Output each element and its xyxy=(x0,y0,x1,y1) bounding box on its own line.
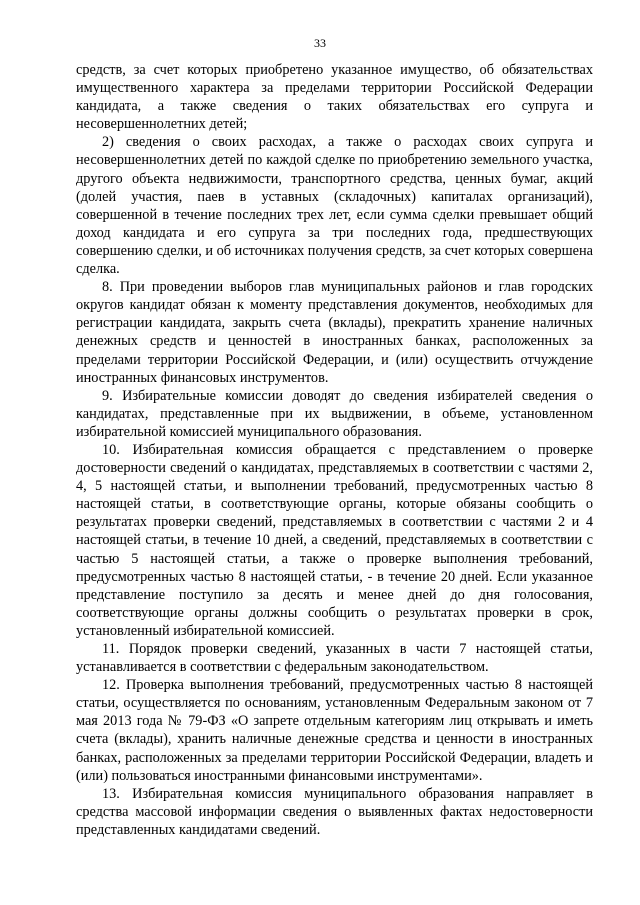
paragraph-10: 10. Избирательная комиссия обращается с представлением о проверке достоверности сведений о кандидатах, представляемых в соответствии с частями 2, 4, 5 настоящей статьи, и выполнении требований, предусмотренных частью 8 настоящей статьи, в соответствующие органы, которые обязаны сообщить о результатах проверки сведений, представляемых в соответствии с частями 2 и 4 настоящей статьи, в течение 10 дней, а сведений, представляемых в соответствии с частью 5 настоящей статьи, а также о проверке выполнения требований, предусмотренных частью 8 настоящей статьи, - в течение 20 дней. Если указанное представление поступило за десять и менее дней до дня голосования, соответствующие органы должны сообщить о результатах проверки в срок, установленный избирательной комиссией. xyxy=(76,441,593,639)
paragraph-item-2: 2) сведения о своих расходах, а также о расходах своих супруга и несовершеннолетних детей по каждой сделке по приобретению земельного участка, другого объекта недвижимости, транспортного средства, ценных бумаг, акций (долей участия, паев в уставных (складочных) капиталах организаций), совершенной в течение последних трех лет, если сумма сделки превышает общий доход кандидата и его супруга за три последних года, предшествующих совершению сделки, и об источниках получения средств, за счет которых совершена сделка. xyxy=(76,134,593,278)
paragraph-9: 9. Избирательные комиссии доводят до сведения избирателей сведения о кандидатах, представленные при их выдвижении, в объеме, установленном избирательной комиссией муниципального образования. xyxy=(76,387,593,440)
paragraph-8: 8. При проведении выборов глав муниципальных районов и глав городских округов кандидат обязан к моменту представления документов, необходимых для регистрации кандидата, закрыть счета (вклады), прекратить хранение наличных денежных средств и ценностей в иностранных банках, расположенных за пределами территории Российской Федерации, и (или) осуществить отчуждение иностранных финансовых инструментов. xyxy=(76,279,593,386)
paragraph-11: 11. Порядок проверки сведений, указанных в части 7 настоящей статьи, устанавливается в соответствии с федеральным законодательством. xyxy=(76,641,593,676)
paragraph-13: 13. Избирательная комиссия муниципального образования направляет в средства массовой информации сведения о выявленных фактах недостоверности представленных кандидатами сведений. xyxy=(76,785,593,838)
paragraph-continuation: средств, за счет которых приобретено указанное имущество, об обязательствах имущественного характера за пределами территории Российской Федерации кандидата, а также сведения о таких обязательствах его супруга и несовершеннолетних детей; xyxy=(76,62,593,133)
document-body xyxy=(76,61,593,839)
page-number: 33 xyxy=(314,36,326,50)
paragraph-12: 12. Проверка выполнения требований, предусмотренных частью 8 настоящей статьи, осуществляется по основаниям, установленным Федеральным законом от 7 мая 2013 года № 79-ФЗ «О запрете отдельным категориям лиц открывать и иметь счета (вклады), хранить наличные денежные средства и ценности в иностранных банках, расположенных за пределами территории Российской Федерации, владеть и (или) пользоваться иностранными финансовыми инструментами». xyxy=(76,677,593,784)
